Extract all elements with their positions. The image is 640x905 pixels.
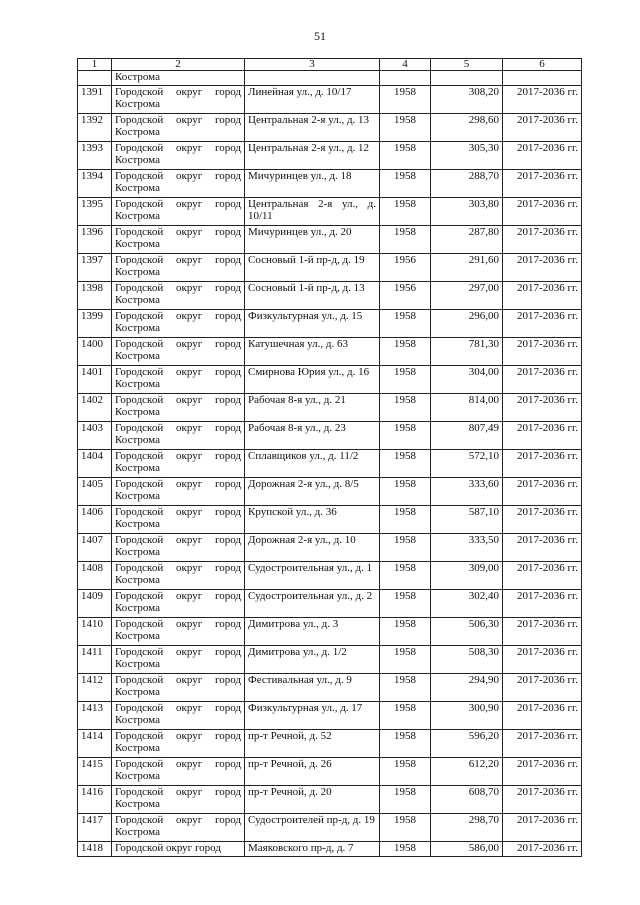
cell-name: Городской округ город Кострома xyxy=(112,758,245,786)
cell-address: Центральная 2-я ул., д. 10/11 xyxy=(245,198,380,226)
cell-period: 2017-2036 гг. xyxy=(503,842,582,857)
cell-name: Городской округ город Кострома xyxy=(112,170,245,198)
cell-year: 1958 xyxy=(380,198,431,226)
cell-area: 781,30 xyxy=(431,338,503,366)
cell-name: Городской округ город Кострома xyxy=(112,450,245,478)
cell-num: 1393 xyxy=(78,142,112,170)
cell-area: 298,70 xyxy=(431,814,503,842)
cell-area: 508,30 xyxy=(431,646,503,674)
cell-period: 2017-2036 гг. xyxy=(503,338,582,366)
table-row xyxy=(78,310,582,338)
table-row xyxy=(78,338,582,366)
cell-address: Судостроительная ул., д. 2 xyxy=(245,590,380,618)
cell-period: 2017-2036 гг. xyxy=(503,226,582,254)
cell-year xyxy=(380,71,431,86)
cell-num: 1418 xyxy=(78,842,112,857)
cell-name: Городской округ город Кострома xyxy=(112,702,245,730)
cell-year: 1958 xyxy=(380,534,431,562)
cell-period: 2017-2036 гг. xyxy=(503,730,582,758)
cell-num: 1407 xyxy=(78,534,112,562)
cell-year: 1958 xyxy=(380,310,431,338)
cell-area: 298,60 xyxy=(431,114,503,142)
cell-area: 506,30 xyxy=(431,618,503,646)
cell-period: 2017-2036 гг. xyxy=(503,506,582,534)
cell-area: 305,30 xyxy=(431,142,503,170)
cell-area: 300,90 xyxy=(431,702,503,730)
cell-area: 287,80 xyxy=(431,226,503,254)
cell-name: Городской округ город Кострома xyxy=(112,114,245,142)
cell-name: Кострома xyxy=(112,71,245,86)
cell-year: 1958 xyxy=(380,842,431,857)
cell-name: Городской округ город Кострома xyxy=(112,814,245,842)
table-row xyxy=(78,366,582,394)
cell-name: Городской округ город Кострома xyxy=(112,478,245,506)
cell-num: 1396 xyxy=(78,226,112,254)
cell-address: Димитрова ул., д. 3 xyxy=(245,618,380,646)
cell-num: 1415 xyxy=(78,758,112,786)
cell-num: 1411 xyxy=(78,646,112,674)
cell-num: 1408 xyxy=(78,562,112,590)
cell-num: 1401 xyxy=(78,366,112,394)
cell-name: Городской округ город Кострома xyxy=(112,282,245,310)
cell-num: 1402 xyxy=(78,394,112,422)
cell-year: 1958 xyxy=(380,786,431,814)
cell-name: Городской округ город Кострома xyxy=(112,422,245,450)
cell-num: 1414 xyxy=(78,730,112,758)
column-header-5: 5 xyxy=(431,59,503,71)
cell-num: 1416 xyxy=(78,786,112,814)
cell-period: 2017-2036 гг. xyxy=(503,310,582,338)
cell-num: 1413 xyxy=(78,702,112,730)
cell-area: 572,10 xyxy=(431,450,503,478)
table-row xyxy=(78,254,582,282)
column-header-4: 4 xyxy=(380,59,431,71)
cell-num: 1400 xyxy=(78,338,112,366)
cell-period xyxy=(503,71,582,86)
cell-year: 1958 xyxy=(380,702,431,730)
cell-num: 1417 xyxy=(78,814,112,842)
cell-period: 2017-2036 гг. xyxy=(503,786,582,814)
cell-address: Маяковского пр-д, д. 7 xyxy=(245,842,380,857)
cell-address: Сосновый 1-й пр-д, д. 19 xyxy=(245,254,380,282)
page-number: 51 xyxy=(314,29,326,43)
cell-num: 1394 xyxy=(78,170,112,198)
cell-num: 1405 xyxy=(78,478,112,506)
cell-year: 1958 xyxy=(380,730,431,758)
table-row xyxy=(78,394,582,422)
cell-num: 1404 xyxy=(78,450,112,478)
cell-name: Городской округ город Кострома xyxy=(112,562,245,590)
cell-period: 2017-2036 гг. xyxy=(503,450,582,478)
cell-area: 291,60 xyxy=(431,254,503,282)
cell-area: 587,10 xyxy=(431,506,503,534)
cell-address: Димитрова ул., д. 1/2 xyxy=(245,646,380,674)
cell-num: 1397 xyxy=(78,254,112,282)
cell-year: 1958 xyxy=(380,170,431,198)
cell-num: 1399 xyxy=(78,310,112,338)
cell-period: 2017-2036 гг. xyxy=(503,86,582,114)
table-row xyxy=(78,478,582,506)
cell-area: 288,70 xyxy=(431,170,503,198)
table-row xyxy=(78,86,582,114)
column-header-3: 3 xyxy=(245,59,380,71)
table-row xyxy=(78,282,582,310)
cell-area: 608,70 xyxy=(431,786,503,814)
cell-period: 2017-2036 гг. xyxy=(503,142,582,170)
cell-period: 2017-2036 гг. xyxy=(503,394,582,422)
cell-year: 1958 xyxy=(380,226,431,254)
cell-address: пр-т Речной, д. 20 xyxy=(245,786,380,814)
table-row xyxy=(78,814,582,842)
table-row xyxy=(78,114,582,142)
cell-address xyxy=(245,71,380,86)
cell-period: 2017-2036 гг. xyxy=(503,646,582,674)
cell-year: 1958 xyxy=(380,142,431,170)
cell-num: 1403 xyxy=(78,422,112,450)
column-header-2: 2 xyxy=(112,59,245,71)
cell-area: 304,00 xyxy=(431,366,503,394)
cell-address: Мичуринцев ул., д. 20 xyxy=(245,226,380,254)
table-row xyxy=(78,730,582,758)
cell-name: Городской округ город Кострома xyxy=(112,534,245,562)
cell-name: Городской округ город Кострома xyxy=(112,142,245,170)
cell-year: 1958 xyxy=(380,758,431,786)
cell-area: 294,90 xyxy=(431,674,503,702)
cell-address: Физкультурная ул., д. 15 xyxy=(245,310,380,338)
cell-year: 1958 xyxy=(380,646,431,674)
table-row xyxy=(78,646,582,674)
cell-year: 1958 xyxy=(380,478,431,506)
cell-period: 2017-2036 гг. xyxy=(503,702,582,730)
cell-num: 1392 xyxy=(78,114,112,142)
cell-address: Крупской ул., д. 36 xyxy=(245,506,380,534)
cell-name: Городской округ город xyxy=(112,842,245,857)
cell-year: 1958 xyxy=(380,674,431,702)
cell-area: 296,00 xyxy=(431,310,503,338)
cell-period: 2017-2036 гг. xyxy=(503,170,582,198)
cell-area: 297,00 xyxy=(431,282,503,310)
cell-address: Фестивальная ул., д. 9 xyxy=(245,674,380,702)
cell-year: 1958 xyxy=(380,366,431,394)
cell-name: Городской округ город Кострома xyxy=(112,226,245,254)
cell-name: Городской округ город Кострома xyxy=(112,646,245,674)
cell-address: Центральная 2-я ул., д. 13 xyxy=(245,114,380,142)
cell-num: 1412 xyxy=(78,674,112,702)
cell-name: Городской округ город Кострома xyxy=(112,590,245,618)
cell-num: 1409 xyxy=(78,590,112,618)
cell-area xyxy=(431,71,503,86)
cell-num: 1410 xyxy=(78,618,112,646)
cell-area: 333,60 xyxy=(431,478,503,506)
cell-area: 807,49 xyxy=(431,422,503,450)
cell-year: 1958 xyxy=(380,114,431,142)
cell-name: Городской округ город Кострома xyxy=(112,338,245,366)
cell-address: Мичуринцев ул., д. 18 xyxy=(245,170,380,198)
cell-year: 1958 xyxy=(380,562,431,590)
table-row xyxy=(78,674,582,702)
cell-year: 1958 xyxy=(380,422,431,450)
cell-period: 2017-2036 гг. xyxy=(503,814,582,842)
cell-name: Городской округ город Кострома xyxy=(112,786,245,814)
cell-year: 1958 xyxy=(380,814,431,842)
cell-period: 2017-2036 гг. xyxy=(503,674,582,702)
table-row xyxy=(78,226,582,254)
cell-period: 2017-2036 гг. xyxy=(503,254,582,282)
cell-area: 333,50 xyxy=(431,534,503,562)
cell-address: Рабочая 8-я ул., д. 21 xyxy=(245,394,380,422)
cell-name: Городской округ город Кострома xyxy=(112,310,245,338)
cell-address: Судостроительная ул., д. 1 xyxy=(245,562,380,590)
cell-address: Смирнова Юрия ул., д. 16 xyxy=(245,366,380,394)
cell-area: 586,00 xyxy=(431,842,503,857)
cell-area: 302,40 xyxy=(431,590,503,618)
cell-name: Городской округ город Кострома xyxy=(112,674,245,702)
cell-year: 1958 xyxy=(380,450,431,478)
cell-address: Линейная ул., д. 10/17 xyxy=(245,86,380,114)
table-row xyxy=(78,142,582,170)
cell-year: 1958 xyxy=(380,394,431,422)
cell-area: 303,80 xyxy=(431,198,503,226)
cell-period: 2017-2036 гг. xyxy=(503,618,582,646)
cell-address: Судостроителей пр-д, д. 19 xyxy=(245,814,380,842)
column-header-1: 1 xyxy=(78,59,112,71)
cell-year: 1956 xyxy=(380,282,431,310)
continuation-row xyxy=(78,71,582,86)
cell-address: пр-т Речной, д. 26 xyxy=(245,758,380,786)
cell-num: 1398 xyxy=(78,282,112,310)
table-row xyxy=(78,198,582,226)
cell-year: 1958 xyxy=(380,86,431,114)
cell-address: Физкультурная ул., д. 17 xyxy=(245,702,380,730)
cell-num: 1391 xyxy=(78,86,112,114)
housing-registry-table xyxy=(77,58,582,857)
cell-name: Городской округ город Кострома xyxy=(112,394,245,422)
cell-num xyxy=(78,71,112,86)
cell-address: Рабочая 8-я ул., д. 23 xyxy=(245,422,380,450)
cell-area: 612,20 xyxy=(431,758,503,786)
cell-period: 2017-2036 гг. xyxy=(503,478,582,506)
cell-address: Центральная 2-я ул., д. 12 xyxy=(245,142,380,170)
table-row xyxy=(78,562,582,590)
cell-address: Дорожная 2-я ул., д. 8/5 xyxy=(245,478,380,506)
cell-period: 2017-2036 гг. xyxy=(503,562,582,590)
cell-area: 308,20 xyxy=(431,86,503,114)
table-row xyxy=(78,170,582,198)
cell-name: Городской округ город Кострома xyxy=(112,618,245,646)
table-row xyxy=(78,506,582,534)
cell-name: Городской округ город Кострома xyxy=(112,506,245,534)
cell-name: Городской округ город Кострома xyxy=(112,254,245,282)
cell-period: 2017-2036 гг. xyxy=(503,114,582,142)
cell-num: 1406 xyxy=(78,506,112,534)
cell-period: 2017-2036 гг. xyxy=(503,534,582,562)
cell-address: Дорожная 2-я ул., д. 10 xyxy=(245,534,380,562)
cell-address: Сплавщиков ул., д. 11/2 xyxy=(245,450,380,478)
cell-period: 2017-2036 гг. xyxy=(503,590,582,618)
cell-name: Городской округ город Кострома xyxy=(112,366,245,394)
table-row xyxy=(78,450,582,478)
cell-year: 1958 xyxy=(380,618,431,646)
cell-period: 2017-2036 гг. xyxy=(503,282,582,310)
cell-name: Городской округ город Кострома xyxy=(112,86,245,114)
table-row xyxy=(78,702,582,730)
cell-area: 814,00 xyxy=(431,394,503,422)
cell-num: 1395 xyxy=(78,198,112,226)
table-row xyxy=(78,786,582,814)
header-row xyxy=(78,59,582,71)
cell-area: 596,20 xyxy=(431,730,503,758)
table-row xyxy=(78,842,582,857)
cell-period: 2017-2036 гг. xyxy=(503,366,582,394)
column-header-6: 6 xyxy=(503,59,582,71)
table-row xyxy=(78,422,582,450)
cell-address: Сосновый 1-й пр-д, д. 13 xyxy=(245,282,380,310)
cell-address: пр-т Речной, д. 52 xyxy=(245,730,380,758)
cell-year: 1958 xyxy=(380,338,431,366)
cell-name: Городской округ город Кострома xyxy=(112,198,245,226)
table-row xyxy=(78,618,582,646)
cell-address: Катушечная ул., д. 63 xyxy=(245,338,380,366)
table-row xyxy=(78,590,582,618)
table-row xyxy=(78,758,582,786)
table-row xyxy=(78,534,582,562)
cell-year: 1956 xyxy=(380,254,431,282)
cell-period: 2017-2036 гг. xyxy=(503,198,582,226)
cell-period: 2017-2036 гг. xyxy=(503,758,582,786)
cell-area: 309,00 xyxy=(431,562,503,590)
cell-period: 2017-2036 гг. xyxy=(503,422,582,450)
cell-year: 1958 xyxy=(380,590,431,618)
cell-name: Городской округ город Кострома xyxy=(112,730,245,758)
cell-year: 1958 xyxy=(380,506,431,534)
